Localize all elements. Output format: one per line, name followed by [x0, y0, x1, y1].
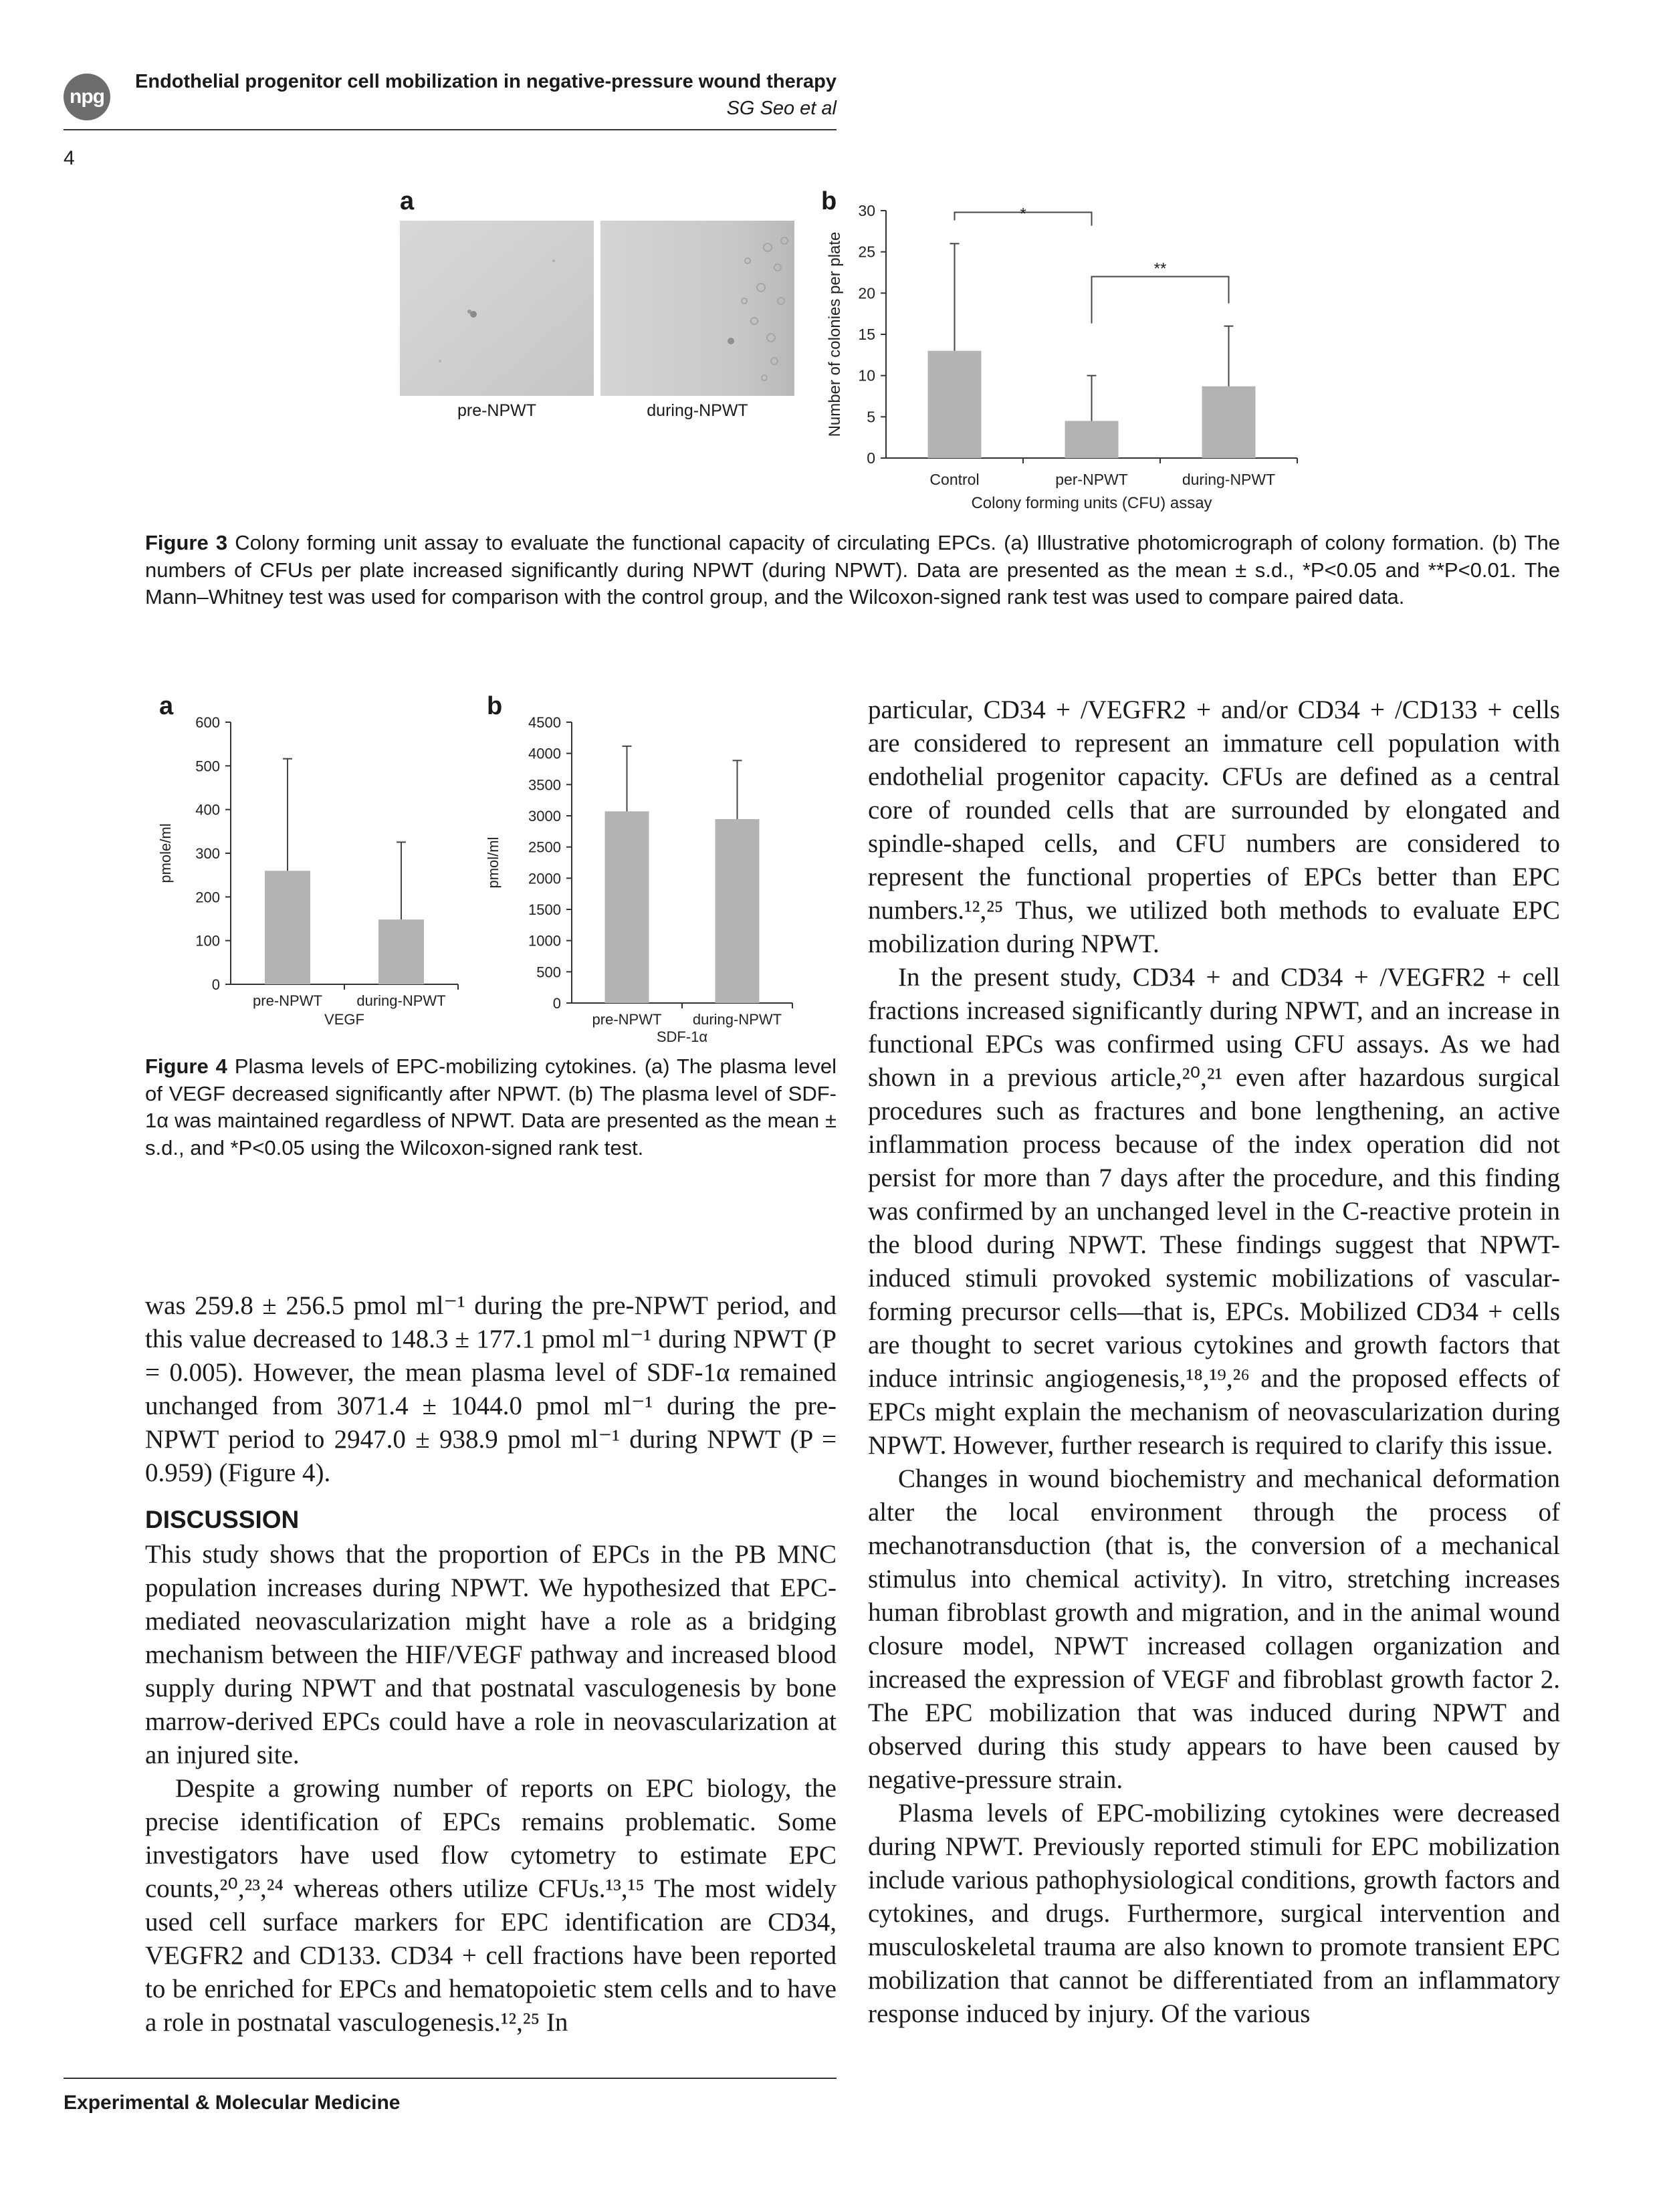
right-para-4: Plasma levels of EPC-mobilizing cytokines were decreased during NPWT. Previously reported stimuli for EPC mobilization include various pathophysiological conditions, growth factors and cytokines, and drugs. Furthermore, surgical intervention and musculoskeletal trauma are also known to promote transient EPC mobilization that cannot be differentiated from an inflammatory response induced by injury. Of the various: [868, 1799, 1560, 2028]
sdf1a-bar-chart: [481, 709, 829, 1043]
x-tick-label: Control: [929, 471, 980, 488]
right-para-3: Changes in wound biochemistry and mechanical deformation alter the local environment through the process of mechanotransduction (that is, the conversion of a mechanical stimulus into chemical activity). In vitro, stretching increases human fibroblast growth and migration, and in the animal wound closure model, NPWT increased collagen organization and increased the expression of VEGF and fibroblast growth factor 2. The EPC mobilization that was induced during NPWT and observed during this study appears to have been caused by negative-pressure strain.: [868, 1464, 1560, 1794]
y-tick-label: 4500: [528, 714, 561, 731]
y-tick-label: 2000: [528, 870, 561, 887]
y-tick-label: 100: [195, 932, 220, 950]
left-para-results: was 259.8 ± 256.5 pmol ml⁻¹ during the pre-NPWT period, and this value decreased to 148.3 ± 177.1 pmol ml⁻¹ during NPWT (P = 0.005). However, the mean plasma level of SDF-1α remained unchanged from 3071.4 ± 1044.0 pmol ml⁻¹ during the pre-NPWT period to 2947.0 ± 938.9 pmol ml⁻¹ during NPWT (P = 0.959) (Figure 4).: [145, 1291, 837, 1487]
right-column: [868, 693, 1560, 2031]
photo-label-pre-npwt: pre-NPWT: [457, 401, 537, 420]
footer-divider: [64, 2078, 837, 2079]
x-tick-label: during-NPWT: [1182, 471, 1276, 488]
y-axis-label: pmole/ml: [157, 823, 174, 883]
significance-bracket: [1092, 277, 1229, 324]
left-para-discussion-2: Despite a growing number of reports on EPC biology, the precise identification of EPCs remains problematic. Some investigators have used flow cytometry to estimate EPC counts,²⁰,²³,²⁴ whereas others utilize CFUs.¹³,¹⁵ The most widely used cell surface markers for EPC identification are CD34, VEGFR2 and CD133. CD34 + cell fractions have been reported to be enriched for EPCs and hematopoietic stem cells and to have a role in postnatal vasculogenesis.¹²,²⁵ In: [145, 1774, 837, 2037]
y-tick-label: 1500: [528, 901, 561, 918]
y-tick-label: 4000: [528, 745, 561, 762]
right-para-1: particular, CD34 + /VEGFR2 + and/or CD34 + /CD133 + cells are considered to represent an immature cell population with endothelial progenitor capacity. CFUs are defined as a central core of rounded cells that are surrounded by elongated and spindle-shaped cells, and CFU numbers are considered to represent the functional properties of EPCs better than EPC numbers.¹²,²⁵ Thus, we utilized both methods to evaluate EPC mobilization during NPWT.: [868, 695, 1560, 958]
y-tick-label: 500: [536, 964, 561, 981]
bar-1: [605, 811, 649, 1003]
fig4-panel-a-letter: a: [159, 692, 174, 720]
photomicrograph-pre-npwt: [400, 221, 594, 396]
y-tick-label: 30: [858, 202, 875, 219]
x-axis-label: VEGF: [324, 1011, 364, 1028]
left-column: [145, 1289, 837, 2039]
y-tick-label: 200: [195, 889, 220, 906]
y-tick-label: 3500: [528, 776, 561, 794]
running-title: Endothelial progenitor cell mobilization in negative-pressure wound therapy: [135, 71, 837, 92]
x-tick-label: pre-NPWT: [253, 992, 322, 1009]
bar-2: [715, 819, 760, 1003]
bar-1: [265, 871, 310, 984]
y-tick-label: 15: [858, 326, 875, 343]
y-tick-label: 25: [858, 243, 875, 261]
figure4-caption-label: Figure 4: [145, 1055, 227, 1078]
running-authors: SG Seo et al: [726, 98, 837, 119]
y-tick-label: 2500: [528, 839, 561, 856]
x-axis-label: Colony forming units (CFU) assay: [971, 494, 1212, 512]
fig3-panel-a-letter: a: [400, 187, 415, 215]
photomicrograph-during-npwt: [600, 221, 794, 396]
significance-star: *: [1020, 205, 1026, 223]
header-divider: [64, 129, 837, 130]
y-tick-label: 5: [867, 408, 875, 426]
figure4-caption: [145, 1053, 837, 1162]
y-axis-label: Number of colonies per plate: [826, 231, 844, 437]
x-tick-label: during-NPWT: [692, 1011, 782, 1028]
bar-2: [378, 919, 424, 984]
x-tick-label: pre-NPWT: [592, 1011, 662, 1028]
bar-1: [928, 351, 982, 458]
significance-star: **: [1153, 259, 1167, 278]
npg-logo: npg: [64, 74, 110, 120]
x-axis-label: SDF-1α: [656, 1028, 708, 1043]
photo-label-during-npwt: during-NPWT: [647, 401, 748, 420]
cfu-bar-chart: [822, 194, 1317, 515]
journal-name: Experimental & Molecular Medicine: [64, 2092, 401, 2114]
page-number: 4: [64, 147, 75, 169]
y-axis-label: pmol/ml: [485, 837, 502, 889]
bar-2: [1065, 421, 1119, 459]
figure4-caption-text: Plasma levels of EPC-mobilizing cytokines. (a) The plasma level of VEGF decreased significantly after NPWT. (b) The plasma level of SDF-1α was maintained regardless of NPWT. Data are presented as the mean ± s.d., and *P<0.05 using the Wilcoxon-signed rank test.: [145, 1055, 837, 1159]
fig4-panel-b-letter: b: [487, 692, 503, 720]
y-tick-label: 600: [195, 714, 220, 731]
discussion-heading: DISCUSSION: [145, 1506, 300, 1533]
y-tick-label: 0: [867, 449, 875, 467]
x-tick-label: during-NPWT: [356, 992, 446, 1009]
fig3-panel-b-letter: b: [821, 187, 837, 215]
y-tick-label: 300: [195, 845, 220, 862]
figure3-caption-label: Figure 3: [145, 531, 228, 554]
right-para-2: In the present study, CD34 + and CD34 + /VEGFR2 + cell fractions increased significantly during NPWT, and an increase in functional EPCs was confirmed using CFU assays. As we had shown in a previous article,²⁰,²¹ even after hazardous surgical procedures such as fractures and bone lengthening, an active inflammation process because of the index operation did not persist for more than 7 days after the procedure, and this finding was confirmed by an unchanged level in the C-reactive protein in the blood during NPWT. These findings suggest that NPWT-induced stimuli provoked systemic mobilizations of vascular-forming precursor cells—that is, EPCs. Mobilized CD34 + cells are thought to secret various cytokines and growth factors that induce intrinsic angiogenesis,¹⁸,¹⁹,²⁶ and the proposed effects of EPCs might explain the mechanism of neovascularization during NPWT. However, further research is required to clarify this issue.: [868, 963, 1560, 1460]
y-tick-label: 10: [858, 366, 875, 384]
y-tick-label: 3000: [528, 808, 561, 824]
y-tick-label: 20: [858, 284, 875, 302]
y-tick-label: 0: [552, 995, 561, 1012]
vegf-bar-chart: [154, 709, 488, 1043]
y-tick-label: 400: [195, 801, 220, 818]
figure3-caption-text: Colony forming unit assay to evaluate the functional capacity of circulating EPCs. (a) Illustrative photomicrograph of colony formation. (b) The numbers of CFUs per plate increased significantly during NPWT (during NPWT). Data are presented as the mean ± s.d., *P<0.05 and **P<0.01. The Mann–Whitney test was used for comparison with the control group, and the Wilcoxon-signed rank test was used to compare paired data.: [145, 531, 1560, 609]
figure3-caption: [145, 530, 1560, 611]
y-tick-label: 1000: [528, 932, 561, 950]
bar-3: [1202, 386, 1256, 458]
y-tick-label: 0: [211, 976, 220, 993]
x-tick-label: per-NPWT: [1055, 471, 1128, 488]
y-tick-label: 500: [195, 758, 220, 775]
left-para-discussion-1: This study shows that the proportion of EPCs in the PB MNC population increases during NPWT. We hypothesized that EPC-mediated neovascularization might have a role as a bridging mechanism between the HIF/VEGF pathway and increased blood supply during NPWT and that postnatal vasculogenesis by bone marrow-derived EPCs could have a role in neovascularization at an injured site.: [145, 1540, 837, 1769]
